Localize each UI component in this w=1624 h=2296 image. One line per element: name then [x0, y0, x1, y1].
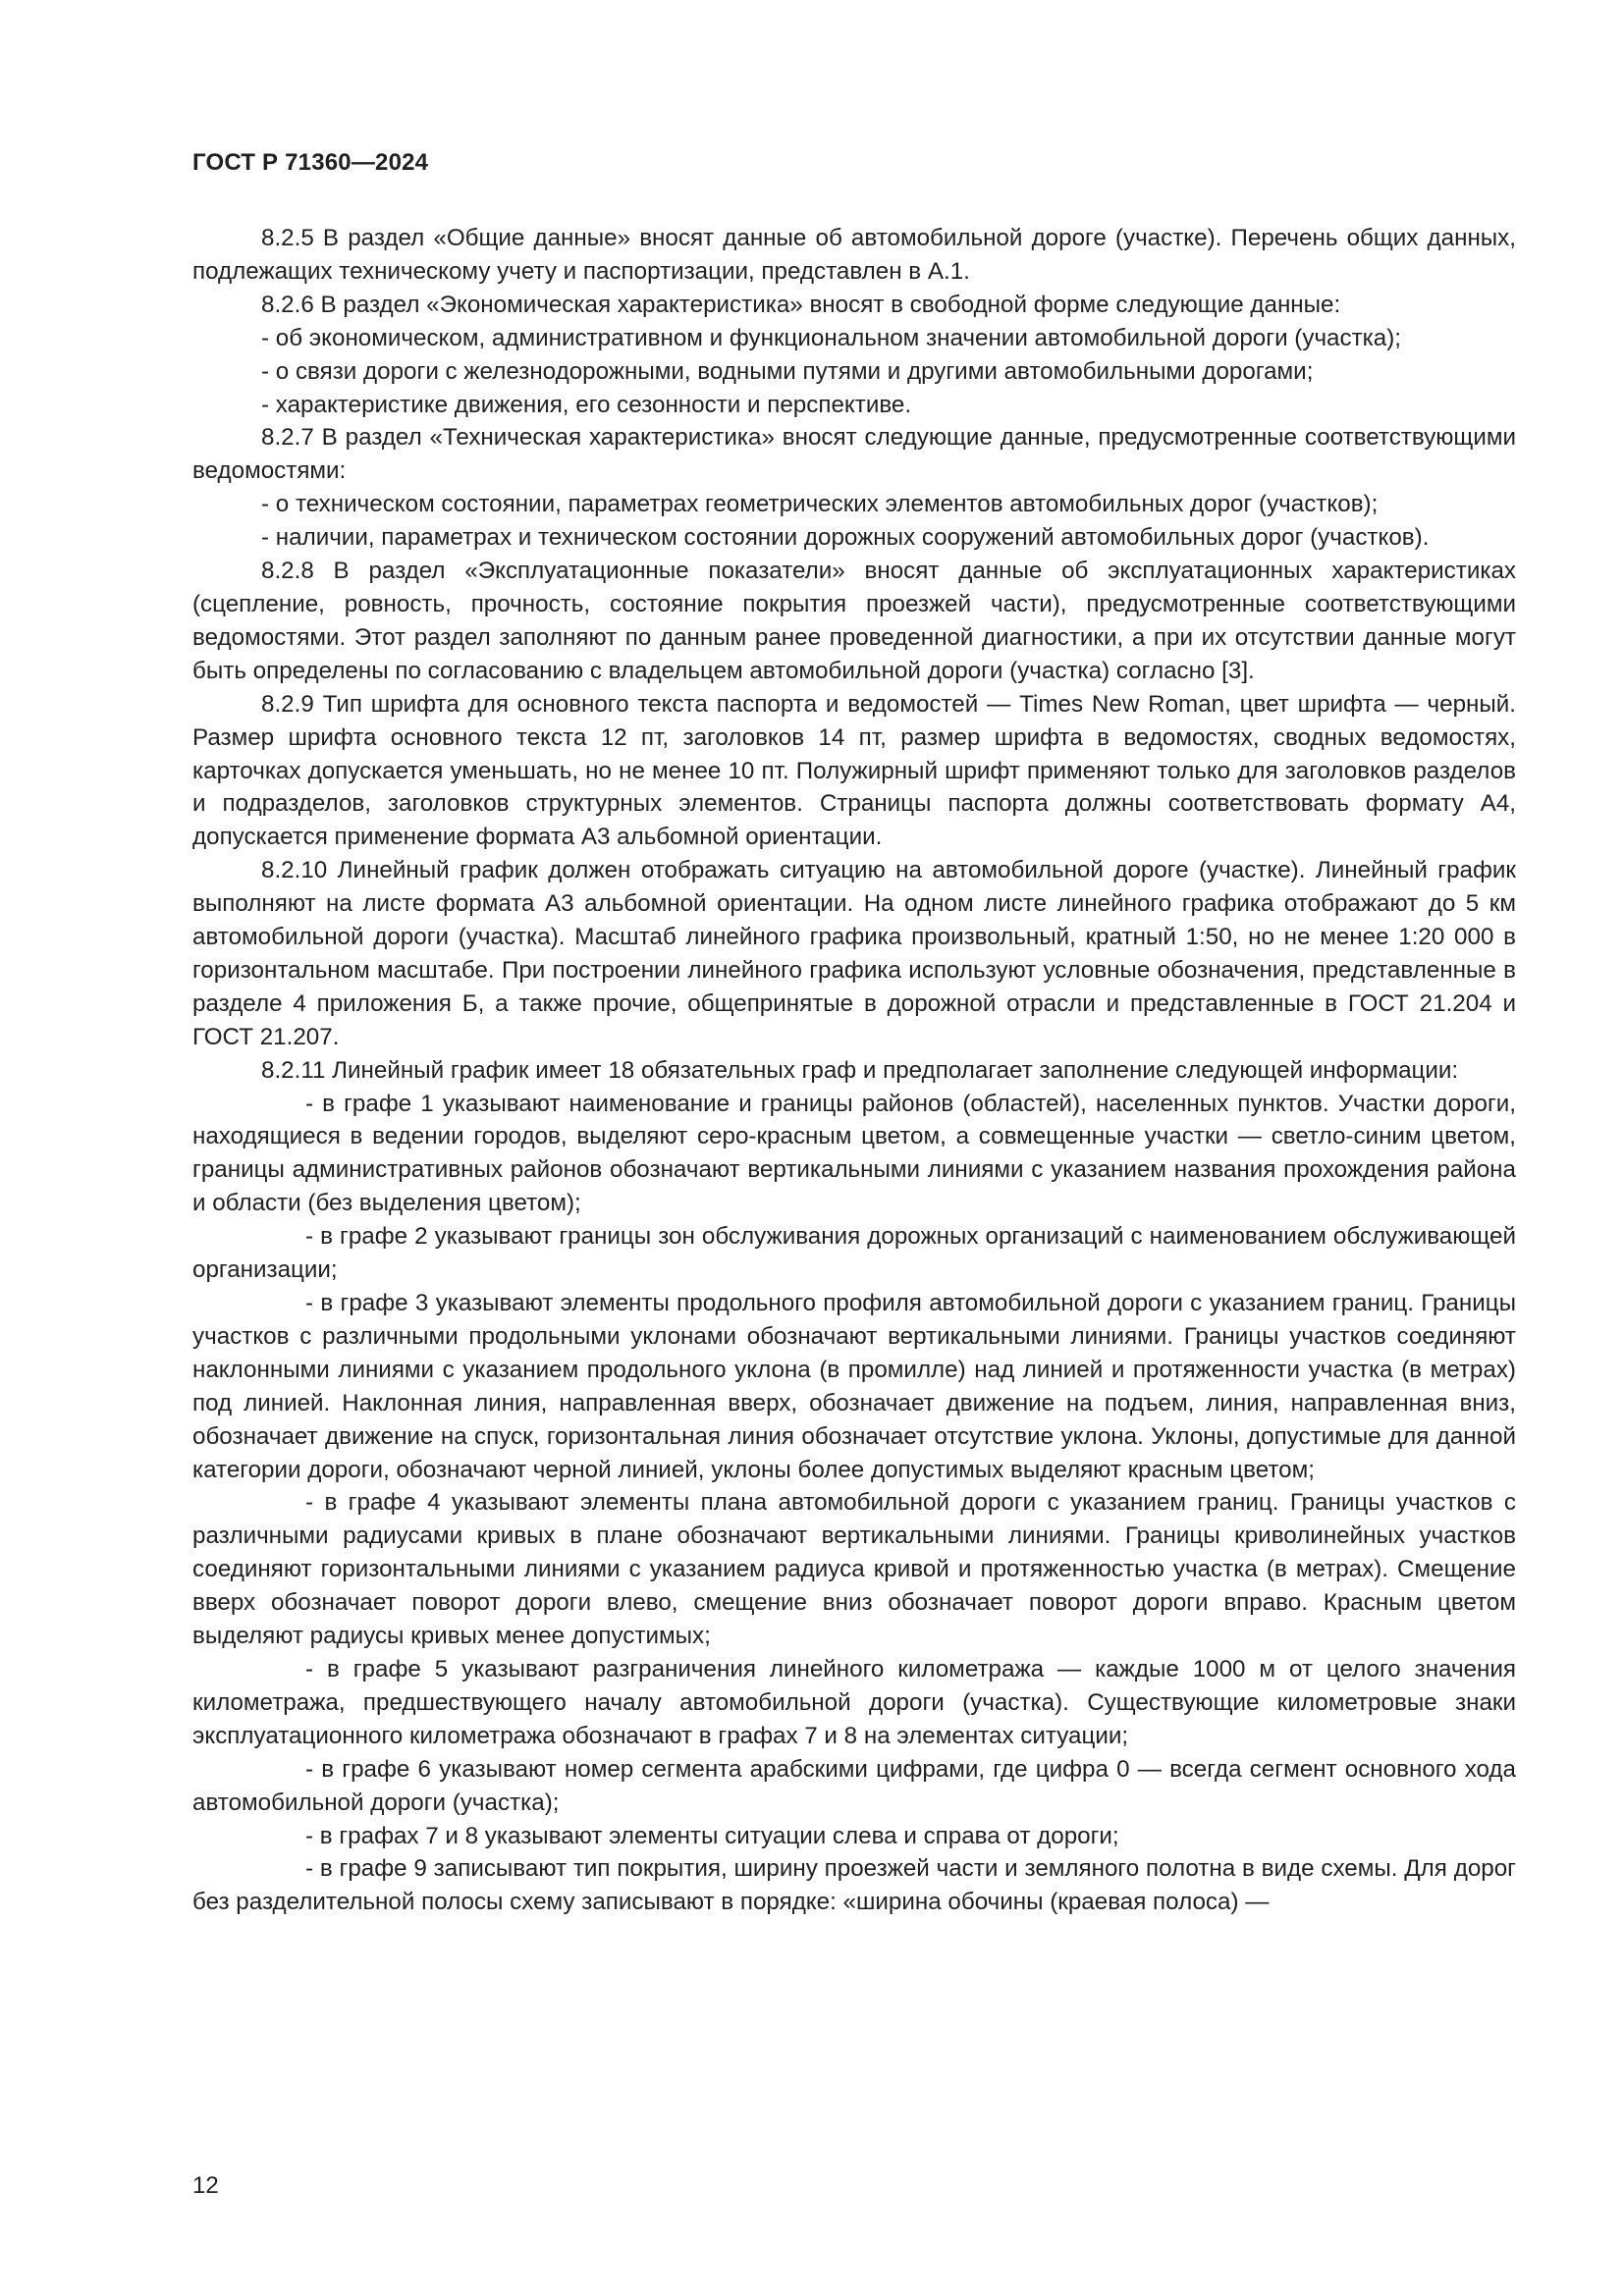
list-item: - об экономическом, административном и функциональном значении автомобильной дороги (участка); [261, 324, 1402, 351]
list-item: - в графе 4 указывают элементы плана автомобильной дороги с указанием границ. Границы участков с различными радиусами кривых в плане обозначают вертикальными линиями. Границы криволинейных участков соединяют горизонтальными линиями с указанием радиуса кривой и протяженностью участка (в метрах). Смещение вверх обозначает поворот дороги влево, смещение вниз обозначает поворот дороги вправо. Красным цветом выделяют радиусы кривых менее допустимых; [192, 1489, 1516, 1650]
list-item: - в графе 2 указывают границы зон обслуживания дорожных организаций с наименованием обслуживающей организации; [192, 1223, 1516, 1284]
page-number: 12 [192, 2172, 219, 2199]
list-item: - в графах 7 и 8 указывают элементы ситуации слева и справа от дороги; [305, 1822, 1119, 1849]
list-item: - в графе 9 записывают тип покрытия, ширину проезжей части и земляного полотна в виде схемы. Для дорог без разделительной полосы схему записывают в порядке: «ширина обочины (краевая полоса) — [192, 1855, 1516, 1916]
list-item: - наличии, параметрах и техническом состоянии дорожных сооружений автомобильных дорог (участков). [261, 524, 1430, 552]
list-item: - о техническом состоянии, параметрах геометрических элементов автомобильных дорог (участков); [261, 491, 1379, 518]
document-header: ГОСТ Р 71360—2024 [192, 149, 429, 176]
list-item: - в графе 6 указывают номер сегмента арабскими цифрами, где цифра 0 — всегда сегмент основного хода автомобильной дороги (участка); [192, 1755, 1516, 1816]
paragraph-8-2-6: 8.2.6 В раздел «Экономическая характеристика» вносят в свободной форме следующие данные: [261, 291, 1341, 318]
list-item: - о связи дороги с железнодорожными, водными путями и другими автомобильными дорогами; [261, 357, 1314, 385]
document-body [192, 222, 1516, 1919]
paragraph-8-2-11: 8.2.11 Линейный график имеет 18 обязательных граф и предполагает заполнение следующей информации: [261, 1056, 1459, 1084]
list-item: - в графе 3 указывают элементы продольного профиля автомобильной дороги с указанием границ. Границы участков с различными продольными уклонами обозначают вертикальными линиями. Границы участков соединяют наклонными линиями с указанием продольного уклона (в промилле) над линией и протяженности участка (в метрах) под линией. Наклонная линия, направленная вверх, обозначает движение на подъем, линия, направленная вниз, обозначает движение на спуск, горизонтальная линия обозначает отсутствие уклона. Уклоны, допустимые для данной категории дороги, обозначают черной линией, уклоны более допустимых выделяют красным цветом; [192, 1290, 1516, 1483]
paragraph-8-2-10: 8.2.10 Линейный график должен отображать ситуацию на автомобильной дороге (участке). Линейный график выполняют на листе формата А3 альбомной ориентации. На одном листе линейного графика отображают до 5 км автомобильной дороги (участка). Масштаб линейного графика произвольный, кратный 1:50, но не менее 1:20 000 в горизонтальном масштабе. При построении линейного графика используют условные обозначения, представленные в разделе 4 приложения Б, а также прочие, общепринятые в дорожной отрасли и представленные в ГОСТ 21.204 и ГОСТ 21.207. [192, 857, 1516, 1050]
paragraph-8-2-8: 8.2.8 В раздел «Эксплуатационные показатели» вносят данные об эксплуатационных характеристиках (сцепление, ровность, прочность, состояние покрытия проезжей части), предусмотренные соответствующими ведомостями. Этот раздел заполняют по данным ранее проведенной диагностики, а при их отсутствии данные могут быть определены по согласованию с владельцем автомобильной дороги (участка) согласно [3]. [192, 558, 1516, 684]
list-item: - в графе 1 указывают наименование и границы районов (областей), населенных пунктов. Участки дороги, находящиеся в ведении городов, выделяют серо-красным цветом, а совмещенные участки — светло-синим цветом, границы административных районов обозначают вертикальными линиями с указанием названия прохождения района и области (без выделения цветом); [192, 1090, 1516, 1217]
list-item: - характеристике движения, его сезонности и перспективе. [261, 391, 912, 418]
paragraph-8-2-9: 8.2.9 Тип шрифта для основного текста паспорта и ведомостей — Times New Roman, цвет шрифта — черный. Размер шрифта основного текста 12 пт, заголовков 14 пт, размер шрифта в ведомостях, сводных ведомостях, карточках допускается уменьшать, но не менее 10 пт. Полужирный шрифт применяют только для заголовков разделов и подразделов, заголовков структурных элементов. Страницы паспорта должны соответствовать формату А4, допускается применение формата А3 альбомной ориентации. [192, 690, 1516, 851]
list-item: - в графе 5 указывают разграничения линейного километража — каждые 1000 м от целого значения километража, предшествующего началу автомобильной дороги (участка). Существующие километровые знаки эксплуатационного километража обозначают в графах 7 и 8 на элементах ситуации; [192, 1655, 1516, 1749]
paragraph-8-2-7: 8.2.7 В раздел «Техническая характеристика» вносят следующие данные, предусмотренные соответствующими ведомостями: [192, 424, 1516, 485]
paragraph-8-2-5: 8.2.5 В раздел «Общие данные» вносят данные об автомобильной дороге (участке). Перечень общих данных, подлежащих техническому учету и паспортизации, представлен в А.1. [192, 225, 1516, 285]
